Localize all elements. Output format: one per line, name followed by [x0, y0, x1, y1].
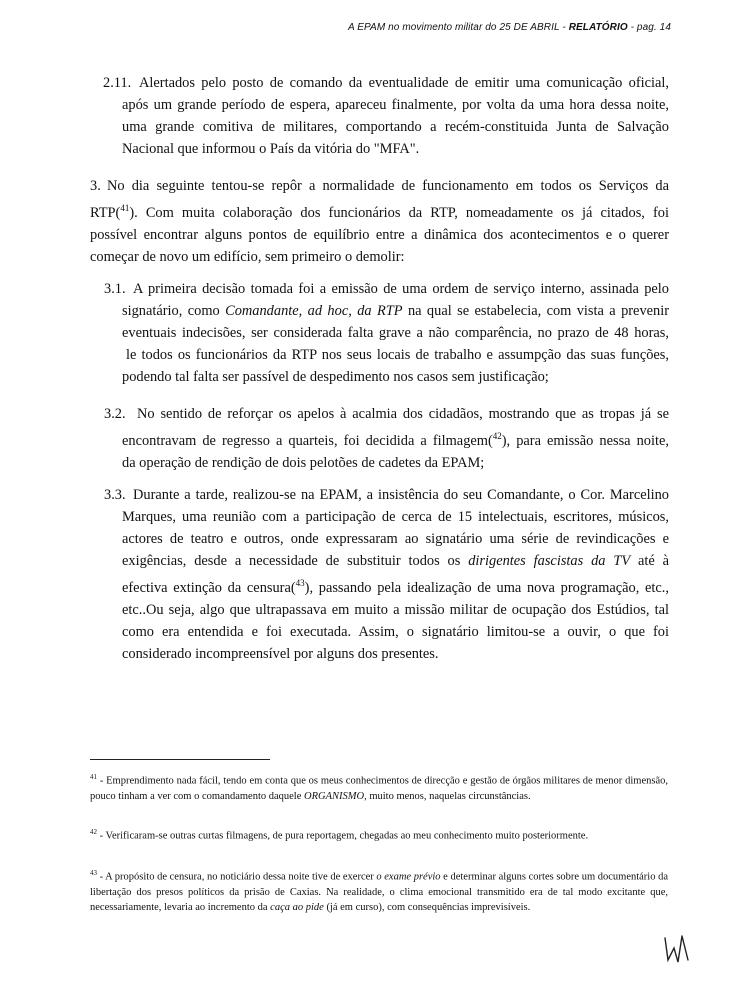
footnote-mark: 42	[90, 828, 97, 836]
text-line	[90, 197, 669, 224]
text-run: ), para emissão nessa noite,	[501, 432, 669, 449]
text-line: Durante a tarde, realizou-se na EPAM, a insistência do seu Comandante, o Cor. Marcelino	[133, 487, 669, 503]
page-header	[348, 22, 671, 33]
emphasis: dirigentes fascistas da TV	[468, 553, 631, 569]
text-line	[122, 550, 669, 572]
header-page: - pag. 14	[627, 22, 671, 33]
footnote-42	[90, 825, 668, 844]
text-line: A primeira decisão tomada foi a emissão de uma ordem de serviço interno, assinada pelo	[133, 281, 669, 297]
text-line: da operação de rendição de dois pelotões de cadetes da EPAM;	[122, 454, 485, 471]
text-run: RTP(	[90, 204, 121, 221]
footnote-mark: 41	[90, 773, 97, 781]
para-3-2-line	[137, 403, 669, 425]
text-line: possível encontrar alguns pontos de equilíbrio entre a dinâmica dos acontecimentos e o querer	[90, 226, 669, 243]
text-run: ), passando pela idealização de uma nova programação, etc.,	[304, 579, 669, 596]
para-3-1-line5	[122, 366, 669, 388]
para-2-11-line	[139, 72, 669, 94]
text-run: ). Com muita colaboração dos funcionários da RTP, nomeadamente os já citados, foi	[129, 204, 669, 221]
para-3-1-number: 3.1.	[104, 281, 126, 297]
text-line	[122, 425, 669, 452]
para-3-3-line	[133, 484, 669, 506]
para-2-11-body	[122, 94, 669, 160]
footnote-text: e determinar alguns cortes sobre um documentário da libertação dos presos políticos da prisão de Caxias. Na realidade, o clima emocional transmitido era de tal modo excitante que, necessariamente, levaria ao incremento da	[90, 871, 669, 913]
text-line: começar de novo um edifício, sem primeiro o demolir:	[90, 248, 405, 265]
footnote-text: - A propósito de censura, no noticiário dessa noite tive de exercer	[97, 871, 377, 883]
text-line: considerado incompreensível por alguns dos presentes.	[122, 645, 439, 662]
footnote-divider	[90, 759, 270, 760]
text-run: exigências, desde a necessidade de substituir todos os	[122, 553, 469, 569]
text-line: Marques, uma reunião com a participação de cerca de 15 intelectuais, escritores, músicos,	[122, 509, 669, 525]
text-line: Nacional que informou o País da vitória do "MFA".	[122, 141, 420, 157]
footnote-mark: 43	[90, 869, 97, 877]
text-line: podendo tal falta ser passível de despedimento nos casos sem justificação;	[122, 369, 549, 385]
para-3-number: 3.	[90, 178, 101, 194]
header-report: RELATÓRIO	[568, 22, 628, 33]
footnote-text: (já em curso), com consequências imprevisíveis.	[323, 901, 531, 913]
text-line: etc..Ou seja, algo que ultrapassava em muito a missão militar de ocupação dos Estúdios, tal	[122, 601, 669, 618]
para-3-1-line4	[126, 344, 669, 366]
para-3-2-body	[122, 425, 669, 474]
text-run: na qual se estabelecia, com vista a prevenir	[402, 303, 670, 319]
para-2-11-number: 2.11.	[103, 75, 132, 91]
text-line: Alertados pelo posto de comando da eventualidade de emitir uma comunicação oficial,	[139, 75, 669, 91]
para-3-3-body	[122, 506, 669, 665]
emphasis: Comandante, ad hoc, da RTP	[225, 303, 403, 319]
footnote-text: - Emprendimento nada fácil, tendo em conta que os meus conhecimentos de direcção e gestão de órgãos militares de menor dimensão, pouco tinham a ver com o comandamento daquele	[90, 775, 668, 802]
text-line: actores de teatro e outros, onde expressaram ao signatário uma série de revindicações e	[122, 531, 669, 547]
footnote-ref: 43	[295, 578, 305, 588]
para-3-2-number: 3.2.	[104, 406, 126, 422]
para-3-3-number: 3.3.	[104, 487, 126, 503]
para-3-body	[90, 197, 669, 268]
para-3-1-body	[122, 300, 669, 344]
emphasis: ORGANISMO	[304, 790, 365, 802]
text-run: efectiva extinção da censura(	[122, 579, 296, 596]
text-line: No dia seguinte tentou-se repôr a normalidade de funcionamento em todos os Serviços da	[107, 178, 669, 194]
text-line: uma grande comitiva de militares, comportando a recém-constituida Junta de Salvação	[122, 119, 669, 135]
footnote-text: - Verificaram-se outras curtas filmagens, de pura reportagem, chegadas ao meu conhecimento muito posteriormente.	[97, 830, 589, 842]
text-line	[122, 572, 669, 599]
header-text: A EPAM no movimento militar do 25 DE ABRIL -	[347, 22, 569, 33]
para-3-line	[107, 175, 669, 197]
text-run: signatário, como	[122, 303, 226, 319]
text-line	[122, 300, 669, 322]
text-line: No sentido de reforçar os apelos à acalmia dos cidadãos, mostrando que as tropas já se	[137, 406, 669, 422]
text-run: até à	[630, 553, 670, 569]
emphasis: o exame prévio	[376, 871, 441, 883]
text-line: após um grande período de espera, apareceu finalmente, por volta da uma hora dessa noite,	[122, 97, 669, 113]
footnote-text: , muito menos, naquelas circunstâncias.	[364, 790, 531, 802]
footnote-ref: 42	[492, 431, 502, 441]
para-3-1-line	[133, 278, 669, 300]
handwritten-signature	[662, 930, 692, 970]
footnote-ref: 41	[120, 203, 130, 213]
footnote-41	[90, 770, 668, 804]
text-run: encontravam de regresso a quarteis, foi decidida a filmagem(	[122, 432, 493, 449]
text-line: como era entendida e foi executada. Assim, o signatário limitou-se a ouvir, o que foi	[122, 623, 669, 640]
footnote-43	[90, 866, 668, 915]
emphasis: caça ao pide	[270, 901, 324, 913]
text-line: eventuais indecisões, ser considerada falta grave a não comparência, no prazo de 48 horas,	[122, 325, 669, 341]
text-line: le todos os funcionários da RTP nos seus locais de trabalho e assumpção das suas funções,	[126, 347, 669, 363]
